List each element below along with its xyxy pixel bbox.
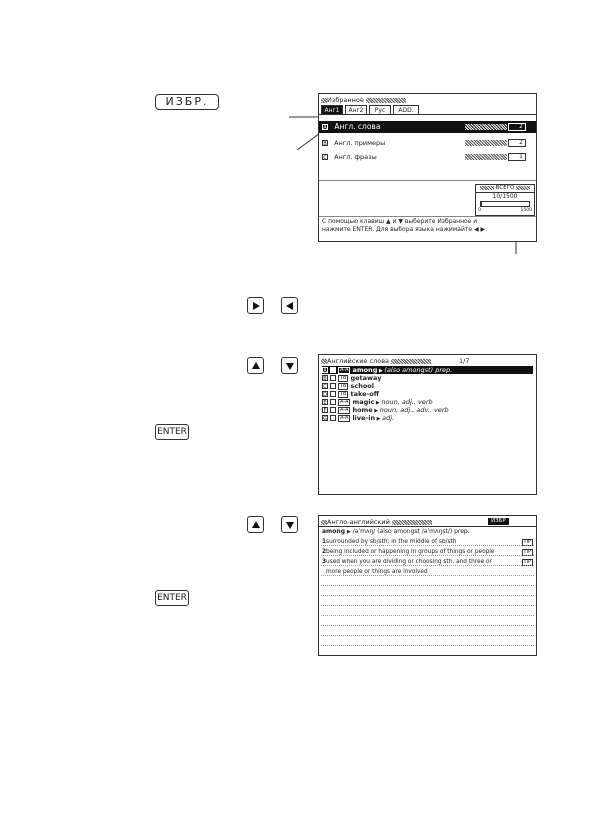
word-index: D [323,392,327,398]
favorites-row[interactable] [319,137,536,149]
definition-number: 3 [322,559,327,565]
dictionary-tag: A-A [340,406,349,413]
total-box [475,184,535,216]
down-arrow-key [281,516,298,533]
dotted-rule [321,605,534,606]
checkbox[interactable] [330,399,336,405]
left-arrow-key [281,297,298,314]
header-divider [319,526,536,527]
row-hatch [465,140,507,146]
word-info: adj. [382,414,395,422]
word-list-item[interactable] [322,398,533,406]
up-arrow-key [247,357,264,374]
word-index: A [323,368,327,374]
title-hatch-right [366,98,406,103]
definition-text: being included or happening in groups of things or people [326,549,495,555]
row-label: Англ. слова [334,122,381,131]
dictionary-entry-screen [318,515,537,656]
total-hatch-right [516,186,530,190]
favorites-row-selected[interactable] [319,121,536,133]
example-mark: ПР [524,549,531,555]
total-hatch-left [480,186,494,190]
row-index: А [323,125,327,131]
checkbox[interactable] [330,407,336,413]
tab-rus[interactable]: Рус [369,105,391,114]
total-progress-bar [480,201,530,207]
row-index: С [323,155,327,161]
word: school [350,382,374,390]
word: among [352,366,378,374]
hint-text [322,218,487,234]
word-index: F [323,408,327,414]
word-list-item[interactable] [322,406,533,414]
total-value: 10/1500 [492,193,518,200]
left-triangle-icon [285,301,295,311]
english-words-header [321,357,536,365]
down-triangle-icon [285,520,295,530]
favorites-screen [318,93,537,242]
dotted-rule [321,565,534,566]
row-label: Англ. примеры [334,139,386,147]
dictionary-tag: A-A [340,366,349,373]
title-hatch-right [391,359,431,364]
list-bottom-divider [319,180,536,181]
tab-ang2[interactable]: Анг2 [345,105,367,114]
up-triangle-icon [251,520,261,530]
hint-line-1: С помощью клавиш ▲ и ▼ выберите Избранное и [322,218,478,225]
row-hatch [465,124,507,130]
dictionary-tag: A-A [340,398,349,405]
word-list-item[interactable] [322,390,533,398]
dotted-rule [321,625,534,626]
dotted-rule [321,635,534,636]
checkbox[interactable] [330,375,336,381]
more-arrow-icon: ▶ [377,368,385,374]
example-mark: ПР [524,539,531,545]
more-arrow-icon: ▶ [372,408,380,414]
more-arrow-icon: ▶ [374,400,382,406]
scale-max: 1500 [520,208,532,213]
definitions [322,537,533,577]
row-count: 1 [508,153,526,161]
word-list [322,366,533,422]
title-hatch-right [392,520,432,525]
word-index: G [323,416,327,422]
right-triangle-icon [251,301,261,311]
izbr-key: ИЗБР. [155,94,219,110]
up-arrow-key [247,516,264,533]
dotted-rule [321,545,534,546]
word-list-item[interactable] [322,382,533,390]
enter-key: ENTER [155,424,189,440]
word-info: noun, adj., adv., verb [379,406,449,414]
hint-line-2: нажмите ENTER. Для выбора языка нажимайте ◀ ▶. [322,226,487,233]
total-header [476,185,534,193]
example-mark: ПР [524,559,531,565]
down-triangle-icon [285,361,295,371]
tab-divider [319,114,536,115]
word-index: B [323,376,327,382]
word-index: C [323,384,327,390]
definition-number: 1 [322,539,327,545]
izbr-badge: ИЗБР [488,518,509,525]
definition-number: 2 [322,549,327,555]
down-arrow-key [281,357,298,374]
word: magic [352,398,375,406]
dotted-rule [321,615,534,616]
word: getaway [350,374,382,382]
dictionary-header [321,518,536,526]
dotted-rule [321,585,534,586]
word-list-item[interactable] [322,414,533,422]
enter-key: ENTER [155,590,189,606]
hint-divider [319,216,536,217]
more-arrow-icon: ▶ [375,416,383,422]
word-list-item[interactable] [322,374,533,382]
definition-text: surrounded by sb/sth; in the middle of sb/sth [326,539,457,545]
headword: among [322,528,345,535]
dotted-rule [321,555,534,556]
total-label: ВСЕГО [495,185,515,191]
dictionary-tag: TB [340,382,347,389]
pronunciation: /əˈmʌŋ/ (also amongst /əˈmʌŋst/) prep. [352,528,470,535]
page-indicator: 1/7 [459,357,470,365]
dictionary-tag: TB [340,374,347,381]
tab-ang1[interactable]: Анг1 [321,105,343,114]
word: live-in [352,414,376,422]
up-triangle-icon [251,361,261,371]
word-list-item[interactable] [322,366,533,374]
word: home [352,406,373,414]
scale-min: 0 [478,208,481,213]
tab-add[interactable]: ADD. [393,105,419,114]
checkbox[interactable] [330,383,336,389]
row-index: В [323,141,327,147]
word-info: (also amongst) prep. [384,366,453,374]
dictionary-tag: A-A [340,414,349,421]
word-index: E [323,400,327,406]
row-hatch [465,154,507,160]
dotted-rule [321,645,534,646]
dictionary-tag: TB [340,390,347,397]
dotted-rule [321,595,534,596]
headword-line: among ▶ /əˈmʌŋ/ (also amongst /əˈmʌŋst/) prep. [322,528,470,535]
right-arrow-key [247,297,264,314]
checkbox[interactable] [330,415,336,421]
dotted-rule [321,575,534,576]
checkbox[interactable] [330,367,336,373]
checkbox[interactable] [330,391,336,397]
word-info: noun, adj., verb [381,398,433,406]
row-count: 2 [508,139,526,147]
english-words-screen [318,354,537,495]
favorites-title: Избранное [327,96,364,104]
row-count: 2 [508,123,526,131]
english-words-title: Английские слова [327,357,390,365]
favorites-row[interactable] [319,151,536,163]
definition-text: used when you are dividing or choosing sth, and three or [326,559,492,565]
word: take-off [350,390,379,398]
dictionary-title: Англо-английский [327,518,390,526]
definition-text: more people or things are involved [326,569,428,575]
row-label: Англ. фразы [334,153,377,161]
